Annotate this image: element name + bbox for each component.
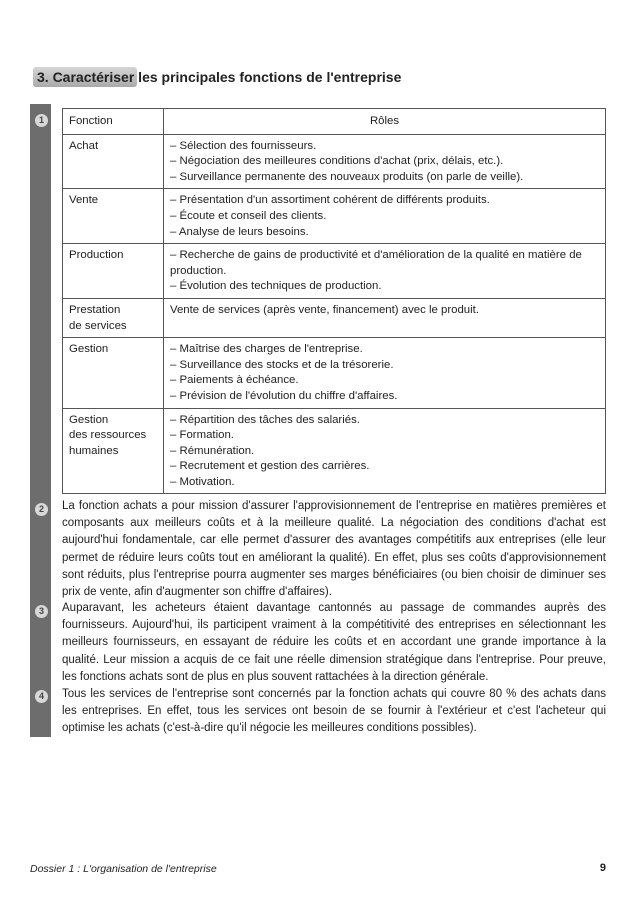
function-cell	[63, 189, 164, 244]
roles-cell	[164, 338, 606, 408]
role-item: – Rémunération.	[170, 444, 255, 457]
roles-cell	[164, 298, 606, 337]
role-item: – Motivation.	[170, 475, 235, 488]
function-cell	[63, 134, 164, 189]
function-name: Prestation	[69, 303, 121, 316]
function-name: Vente	[69, 194, 99, 207]
role-item: – Négociation des meilleures conditions d'achat (prix, délais, etc.).	[170, 155, 504, 168]
roles-cell	[164, 408, 606, 494]
role-item: – Présentation d'un assortiment cohérent de différents produits.	[170, 194, 490, 207]
table-row-grh	[63, 408, 606, 494]
role-item: – Évolution des techniques de production.	[170, 280, 382, 293]
table-header-row	[63, 109, 606, 135]
role-item: Vente de services (après vente, financement) avec le produit.	[170, 303, 479, 316]
function-cell	[63, 338, 164, 408]
function-name: Gestion	[69, 343, 109, 356]
paragraph-marker-2: 2	[35, 503, 48, 516]
paragraph-2: La fonction achats a pour mission d'assurer l'approvisionnement de l'entreprise en matières premières et composants aux meilleurs coûts et à la meilleure qualité. La négociation des conditions d'achat est aujourd'hui fondamentale, car elle permet d'assurer des avantages compétitifs aux entreprises (elle leur permet de réduire leurs coûts tout en améliorant la qualité). En effet, plus ses coûts d'approvisionnement sont réduits, plus l'entreprise pourra augmenter ses marges bénéficiaires (ou bien choisir de diminuer ses prix de vente, afin d'augmenter son chiffre d'affaires).	[62, 500, 606, 599]
role-item: – Répartition des tâches des salariés.	[170, 413, 360, 426]
function-name: Production	[69, 249, 124, 262]
page-number: 9	[599, 862, 606, 874]
function-name: Gestion	[69, 413, 109, 426]
role-item: – Paiements à échéance.	[170, 374, 299, 387]
paragraph-4: Tous les services de l'entreprise sont concernés par la fonction achats qui couvre 80 % des achats dans les entreprises. En effet, tous les services ont besoin de se fournir à l'extérieur et c'est l'acheteur qui optimise les achats (c'est-à-dire qu'il négocie les meilleures conditions possibles).	[62, 688, 606, 735]
role-item: – Analyse de leurs besoins.	[170, 225, 309, 238]
role-item: – Maîtrise des charges de l'entreprise.	[170, 343, 363, 356]
table-row-achat	[63, 134, 606, 189]
role-item: – Formation.	[170, 429, 234, 442]
margin-bar	[30, 104, 51, 737]
function-cell	[63, 298, 164, 337]
function-name: des ressources	[69, 429, 147, 442]
header-roles: Rôles	[164, 109, 606, 135]
function-name: de services	[69, 319, 127, 332]
table-row-vente	[63, 189, 606, 244]
role-item: – Sélection des fournisseurs.	[170, 139, 317, 152]
paragraph-marker-3: 3	[35, 605, 48, 618]
function-cell	[63, 244, 164, 299]
function-name: Achat	[69, 139, 99, 152]
roles-cell	[164, 244, 606, 299]
role-item: – Surveillance permanente des nouveaux produits (on parle de veille).	[170, 170, 524, 183]
footer-dossier-title: Dossier 1 : L'organisation de l'entreprise	[30, 863, 217, 875]
section-title: 3. Caractériser les principales fonctions de l'entreprise	[37, 69, 402, 85]
paragraph-marker-4: 4	[35, 690, 48, 703]
role-item: – Recherche de gains de productivité et d'amélioration de la qualité en matière de production.	[170, 249, 582, 277]
table-row-gestion	[63, 338, 606, 408]
role-item: – Surveillance des stocks et de la trésorerie.	[170, 358, 394, 371]
roles-cell	[164, 134, 606, 189]
paragraph-marker-1: 1	[35, 114, 48, 127]
role-item: – Recrutement et gestion des carrières.	[170, 460, 370, 473]
function-name: humaines	[69, 444, 119, 457]
role-item: – Écoute et conseil des clients.	[170, 209, 327, 222]
role-item: – Prévision de l'évolution du chiffre d'affaires.	[170, 389, 398, 402]
functions-roles-table	[62, 108, 606, 494]
paragraph-3: Auparavant, les acheteurs étaient davantage cantonnés au passage de commandes auprès des fournisseurs. Aujourd'hui, ils participent vraiment à la compétitivité des entreprises en sélectionnant les meilleurs fournisseurs, en essayant de réduire les coûts et en accordant une grande importance à la qualité. Leur mission a acquis de ce fait une réelle dimension stratégique dans l'entreprise. Pour preuve, les fonctions achats sont de plus en plus souvent rattachées à la direction générale.	[62, 602, 606, 683]
table-row-production	[63, 244, 606, 299]
roles-cell	[164, 189, 606, 244]
function-cell	[63, 408, 164, 494]
table-row-prestation	[63, 298, 606, 337]
header-fonction: Fonction	[63, 109, 164, 135]
